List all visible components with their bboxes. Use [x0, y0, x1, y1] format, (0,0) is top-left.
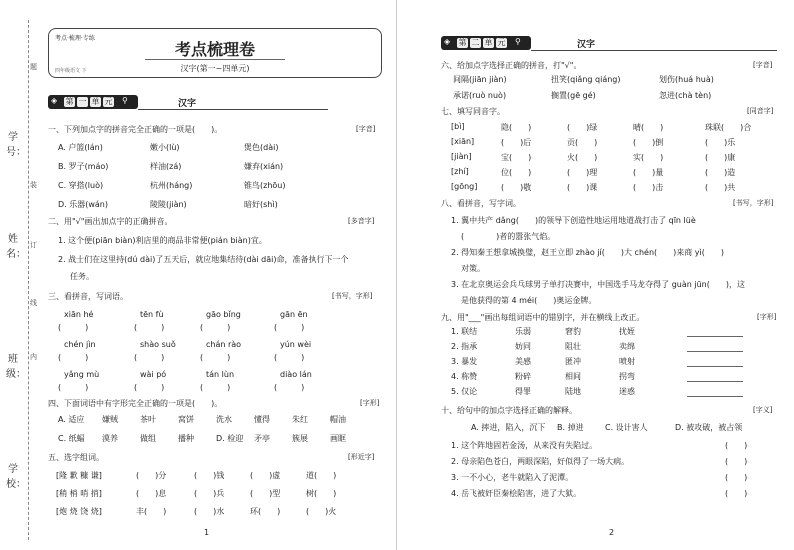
question-title: 九、用"___"画出每组词语中的错别字，并在横线上改正。	[441, 313, 645, 322]
answer-blank[interactable]: ( )	[134, 383, 165, 392]
question-title: 八、看拼音，写字词。	[441, 199, 521, 208]
word-option: 矛亭	[254, 434, 270, 443]
pinyin-label: wài pó	[140, 370, 167, 379]
word-option: 懂得	[254, 415, 270, 424]
pinyin-choice[interactable]: 搁置(gē gé)	[551, 91, 596, 100]
pinyin-bracket: [jiàn]	[451, 152, 472, 161]
option-cell: B. 罗子(máo)	[58, 162, 109, 171]
page-subtitle: 汉字(第一~四单元)	[180, 64, 250, 73]
answer-blank[interactable]: ( )	[274, 383, 305, 392]
word-cell: 陆地	[565, 387, 581, 396]
word-option: 做组	[140, 434, 156, 443]
unit-char: 元	[104, 97, 113, 106]
word-option: 帽油	[330, 415, 346, 424]
pinyin-label: shào suǒ	[140, 340, 176, 349]
word-option: C. 纸蝠	[58, 434, 85, 443]
homophone-blank[interactable]: ( )乐	[705, 138, 736, 147]
sentence-line: 4. 岳飞被奸臣秦桧陷害，进了大狱。	[451, 489, 582, 498]
word-cell: 妨同	[515, 342, 531, 351]
question-tag: [同音字]	[747, 107, 774, 115]
class-label: 班级：	[6, 354, 26, 380]
homophone-blank[interactable]: ( )后	[501, 138, 532, 147]
binding-marker: 题	[30, 63, 37, 71]
option-cell: A. 户篮(lán)	[58, 143, 103, 152]
word-cell: 拐弯	[619, 372, 635, 381]
binding-marker: 订	[30, 241, 37, 249]
answer-blank[interactable]: ( )	[274, 323, 305, 332]
homophone-blank[interactable]: 实( )	[633, 153, 664, 162]
search-icon: ⚲	[122, 96, 128, 105]
question-tag: [字义]	[753, 406, 773, 414]
pinyin-choice[interactable]: 间隔(jiān jiàn)	[453, 75, 507, 84]
correction-line[interactable]	[687, 366, 743, 367]
meaning-option: A. 摔进，陷入，沉下	[471, 423, 546, 432]
word-cell: 得罪	[515, 387, 531, 396]
homophone-blank[interactable]: 火( )	[567, 153, 598, 162]
sentence-line: 1. 这个阵地固若金汤，从来没有失陷过。	[451, 441, 598, 450]
char-set: [炮 烧 饶 烧]	[56, 507, 102, 516]
homophone-blank[interactable]: 晴( )	[633, 123, 664, 132]
word-blank[interactable]: ( )水	[194, 507, 225, 516]
answer-blank[interactable]: ( )	[58, 353, 89, 362]
meaning-option: D. 被攻破，被占领	[675, 423, 743, 432]
page-right	[397, 0, 794, 550]
search-icon: ⚲	[515, 37, 521, 46]
pinyin-bracket: [gōng]	[451, 182, 478, 191]
correction-line[interactable]	[687, 351, 743, 352]
question-title: 十、给句中的加点字选择正确的解释。	[441, 406, 577, 415]
unit-char: 单	[484, 38, 493, 47]
answer-blank[interactable]: ( )	[58, 323, 89, 332]
pinyin-label: gān ēn	[280, 310, 308, 319]
question-tag: [字音]	[356, 125, 376, 133]
char-set: [稍 梢 哨 捎]	[56, 489, 102, 498]
school-label: 学校：	[6, 464, 26, 490]
unit-char: 元	[497, 38, 506, 47]
answer-blank[interactable]: ( )	[200, 353, 231, 362]
answer-blank[interactable]: ( )	[725, 457, 748, 466]
page-number: 2	[609, 528, 615, 537]
word-cell: 窘豹	[565, 327, 581, 336]
homophone-blank[interactable]: ( )击	[633, 183, 664, 192]
homophone-blank[interactable]: 隐( )	[501, 123, 532, 132]
question-tag: [书写，字形]	[733, 199, 774, 207]
question-title: 四、下面词语中有字形完全正确的一项是( )。	[48, 399, 223, 408]
unit-char: 二	[471, 38, 480, 47]
unit-char: 单	[91, 97, 100, 106]
question-title: 五、选字组词。	[48, 453, 104, 462]
char-set: [隆 歉 糠 谦]	[56, 471, 102, 480]
word-blank[interactable]: 树( )	[306, 489, 337, 498]
word-cell: 扰姪	[619, 327, 635, 336]
homophone-blank[interactable]: ( )倒	[633, 138, 664, 147]
pinyin-label: chén jìn	[64, 340, 96, 349]
homophone-blank[interactable]: 珠联( )合	[705, 123, 752, 132]
word-cell: 美感	[515, 357, 531, 366]
unit-banner	[48, 95, 328, 109]
sentence-line: 2. 母亲陷色苍白，两眼深陷，好似得了一场大病。	[451, 457, 630, 466]
option-cell: C. 穿搭(luò)	[58, 181, 104, 190]
word-blank[interactable]: 丰( )	[136, 507, 167, 516]
word-blank[interactable]: 环( )	[250, 507, 281, 516]
word-cell: 卖绵	[619, 342, 635, 351]
series-tag: 考点·梳理·专练	[55, 35, 95, 42]
word-cell: 5. 仅论	[451, 387, 478, 396]
option-cell: 嫩小(lù)	[150, 143, 180, 152]
student-number-label: 学号：	[6, 132, 26, 158]
word-option: 播种	[178, 434, 194, 443]
question-tag: [形近字]	[348, 453, 375, 461]
exam-header	[48, 28, 382, 78]
word-blank[interactable]: ( )分	[136, 471, 167, 480]
pinyin-label: tēn fù	[140, 310, 164, 319]
question-tag: [书写，字形]	[332, 292, 373, 300]
homophone-blank[interactable]: ( )造	[705, 168, 736, 177]
word-cell: 3. 暴发	[451, 357, 478, 366]
binding-marker: 装	[30, 181, 37, 189]
option-cell: D. 乐器(wán)	[58, 200, 109, 209]
word-cell: 相间	[565, 372, 581, 381]
word-cell: 迷惑	[619, 387, 635, 396]
binding-marker: 线	[30, 299, 37, 307]
word-cell: 乐弱	[515, 327, 531, 336]
question-tag: [字形]	[757, 313, 777, 321]
homophone-blank[interactable]: 贡( )	[567, 138, 598, 147]
meaning-option: C. 设计害人	[605, 423, 648, 432]
unit-name: 汉字	[178, 99, 197, 109]
page-title: 考点梳理卷	[174, 40, 255, 59]
word-option: 簇展	[292, 434, 308, 443]
pinyin-label: chán rào	[206, 340, 242, 349]
question-title: 三、看拼音，写词语。	[48, 292, 128, 301]
word-option: A. 适应	[58, 415, 85, 424]
correction-line[interactable]	[687, 381, 743, 382]
pinyin-choice[interactable]: 承诺(ruò nuò)	[453, 91, 507, 100]
pinyin-bracket: [xiān]	[451, 137, 475, 146]
question-title: 二、用"√"画出加点字的正确拼音。	[48, 217, 173, 226]
question-item: 2. 战士们在这里持(dú dài)了五天后，就应地集结待(dài dāi)命，准备执行下一个	[58, 255, 349, 264]
grade-label: 四年级语文 下	[55, 68, 87, 74]
answer-blank[interactable]: ( )	[134, 353, 165, 362]
word-cell: 阻壮	[565, 342, 581, 351]
answer-blank[interactable]: ( )	[725, 489, 748, 498]
option-cell: 嫌弃(xián)	[244, 162, 284, 171]
correction-line[interactable]	[687, 336, 743, 337]
homophone-blank[interactable]: ( )绿	[567, 123, 598, 132]
pinyin-choice[interactable]: 划伤(huá huà)	[659, 75, 714, 84]
answer-blank[interactable]: ( )	[200, 383, 231, 392]
option-cell: 锥鸟(zhōu)	[244, 181, 286, 190]
question-item: 任务。	[70, 272, 94, 281]
homophone-blank[interactable]: ( )敬	[501, 183, 532, 192]
word-blank[interactable]: 道( )	[306, 471, 337, 480]
unit-underline	[138, 109, 328, 110]
sentence-line: 是他获得的第 4 méi( )奥运金牌。	[461, 296, 597, 305]
cut-line	[28, 20, 29, 540]
word-option: D. 检迎	[216, 434, 244, 443]
pinyin-label: diào lán	[280, 370, 312, 379]
question-tag: [字音]	[753, 61, 773, 69]
unit-chip	[48, 95, 138, 109]
option-cell: 杭州(háng)	[150, 181, 193, 190]
question-title: 七、填写同音字。	[441, 107, 505, 116]
pinyin-label: tán lùn	[206, 370, 235, 379]
pinyin-label: yǎng mù	[64, 370, 100, 379]
word-option: 茶叶	[140, 415, 156, 424]
word-option: 画眶	[330, 434, 346, 443]
unit-underline	[531, 50, 777, 51]
word-cell: 喷射	[619, 357, 635, 366]
unit-char: 第	[458, 38, 467, 47]
word-option: 漠养	[102, 434, 118, 443]
pinyin-label: xiān hé	[64, 310, 94, 319]
name-label: 姓名：	[6, 234, 26, 260]
pinyin-bracket: [zhí]	[451, 167, 469, 176]
pinyin-bracket: [bì]	[451, 122, 465, 131]
binding-strip	[0, 0, 44, 550]
sentence-line: 3. 一不小心，老牛就陷入了泥潭。	[451, 473, 574, 482]
word-option: 窝饼	[178, 415, 194, 424]
option-cell: 煲色(dài)	[244, 143, 279, 152]
word-cell: 匿冲	[565, 357, 581, 366]
unit-char: 第	[65, 97, 74, 106]
sentence-line: ( )者的嚣张气焰。	[461, 232, 556, 241]
answer-blank[interactable]: ( )	[200, 323, 231, 332]
option-cell: 暗好(shì)	[244, 200, 278, 209]
unit-name: 汉字	[577, 40, 596, 50]
homophone-blank[interactable]: 宝( )	[501, 153, 532, 162]
word-blank[interactable]: ( )兵	[194, 489, 225, 498]
question-title: 六、给加点字选择正确的拼音，打"√"。	[441, 61, 582, 70]
pinyin-label: gāo bǐng	[206, 310, 241, 319]
word-cell: 4. 称赞	[451, 372, 478, 381]
answer-blank[interactable]: ( )	[725, 473, 748, 482]
word-cell: 1. 联结	[451, 327, 478, 336]
word-cell: 粉碎	[515, 372, 531, 381]
sentence-line: 3. 在北京奥运会兵乓球男子单打决赛中，中国选手马龙夺得了 guàn jūn( )，这	[451, 280, 745, 289]
answer-blank[interactable]: ( )	[725, 441, 748, 450]
homophone-blank[interactable]: ( )量	[633, 168, 664, 177]
question-title: 一、下列加点字的拼音完全正确的一项是( )。	[48, 125, 223, 134]
word-option: 嫌贼	[102, 415, 118, 424]
pinyin-choice[interactable]: 扭笑(qiǎng qiáng)	[551, 75, 621, 84]
homophone-blank[interactable]: ( )共	[705, 183, 736, 192]
unit-banner	[441, 36, 777, 50]
question-item: 1. 这个便(piān biàn)利店里的商品非常便(pián biàn)宜。	[58, 236, 267, 245]
title-divider	[145, 59, 285, 60]
sentence-line: 对策。	[461, 264, 485, 273]
answer-blank[interactable]: ( )	[134, 323, 165, 332]
word-blank[interactable]: ( )息	[136, 489, 167, 498]
word-blank[interactable]: ( )钱	[194, 471, 225, 480]
question-tag: [字形]	[360, 399, 380, 407]
binding-marker: 内	[30, 353, 37, 361]
meaning-option: B. 掉进	[557, 423, 584, 432]
wifi-icon: ◈	[51, 96, 58, 105]
correction-line[interactable]	[687, 396, 743, 397]
word-option: 洗水	[216, 415, 232, 424]
word-blank[interactable]: ( )型	[250, 489, 281, 498]
question-tag: [多音字]	[348, 217, 375, 225]
word-cell: 2. 指承	[451, 342, 478, 351]
sentence-line: 2. 得知秦王想拿城换璧，赵王立即 zhào jí( )大 chén( )来商 yì( )	[451, 248, 725, 257]
sentence-line: 1. 翼中共产 dǎng( )的领导下创造性地运用地道战打击了 qīn lüè	[451, 216, 696, 225]
pinyin-choice[interactable]: 忽进(chà tèn)	[659, 91, 712, 100]
homophone-blank[interactable]: ( )康	[705, 153, 736, 162]
answer-blank[interactable]: ( )	[58, 383, 89, 392]
page-number: 1	[204, 528, 210, 537]
unit-char: 一	[78, 97, 87, 106]
wifi-icon: ◈	[444, 37, 451, 46]
homophone-blank[interactable]: ( )课	[567, 183, 598, 192]
homophone-blank[interactable]: ( )理	[567, 168, 598, 177]
unit-chip	[441, 36, 531, 50]
word-blank[interactable]: ( )火	[306, 507, 337, 516]
option-cell: 样油(zá)	[150, 162, 182, 171]
pinyin-label: yún wèi	[280, 340, 312, 349]
word-option: 朱红	[292, 415, 308, 424]
option-cell: 陵陵(jiàn)	[150, 200, 187, 209]
word-blank[interactable]: ( )虚	[250, 471, 281, 480]
answer-blank[interactable]: ( )	[274, 353, 305, 362]
homophone-blank[interactable]: 位( )	[501, 168, 532, 177]
